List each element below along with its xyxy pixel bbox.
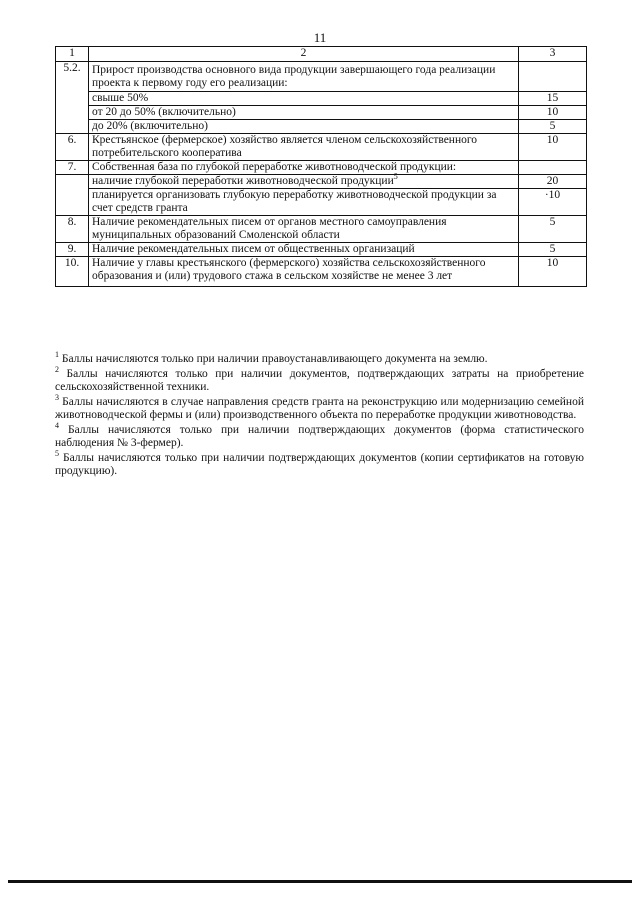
row-number: 5.2. — [56, 62, 89, 134]
table-row — [56, 120, 587, 134]
header-cell-3: 3 — [519, 47, 587, 62]
table-row — [56, 62, 587, 92]
row-number: 7. — [56, 161, 89, 175]
row-points — [519, 161, 587, 175]
header-cell-1: 1 — [56, 47, 89, 62]
footnote-mark: 3 — [55, 392, 59, 402]
row-points: 15 — [519, 92, 587, 106]
table-row — [56, 106, 587, 120]
footnote — [55, 392, 584, 423]
row-points: 10 — [519, 106, 587, 120]
row-text: Собственная база по глубокой переработке животноводческой продукции: — [89, 161, 519, 175]
footnote-text: Баллы начисляются только при наличии подтверждающих документов (копии сертификатов на готовую продукцию). — [55, 451, 584, 477]
table-header-row — [56, 47, 587, 62]
row-number: 8. — [56, 216, 89, 243]
row-points: 5 — [519, 216, 587, 243]
footnote-text: Баллы начисляются только при наличии подтверждающих документов (форма статистического наблюдения № 3-фермер). — [55, 423, 584, 449]
row-points: 20 — [519, 175, 587, 189]
row-points: 10 — [519, 134, 587, 161]
footnote — [55, 364, 584, 395]
row-number: 9. — [56, 243, 89, 257]
row-text: Наличие рекомендательных писем от общественных организаций — [89, 243, 519, 257]
table-row — [56, 216, 587, 243]
row-text — [89, 172, 519, 189]
row-number: 10. — [56, 257, 89, 287]
page-number: 11 — [313, 30, 327, 45]
row-text: до 20% (включительно) — [89, 120, 519, 134]
row-points: 5 — [519, 243, 587, 257]
row-text: Наличие рекомендательных писем от органов местного самоуправления муниципальных образований Смоленской области — [89, 216, 519, 243]
table-row — [56, 243, 587, 257]
footnotes — [55, 350, 584, 480]
footnote-mark: 4 — [55, 420, 59, 430]
row-text: планируется организовать глубокую переработку животноводческой продукции за счет средств гранта — [89, 189, 519, 216]
row-text: от 20 до 50% (включительно) — [89, 106, 519, 120]
row-points — [519, 62, 587, 92]
footnote — [55, 448, 584, 479]
row-text: Наличие у главы крестьянского (фермерского) хозяйства сельскохозяйственного образования и (или) трудового стажа в сельском хозяйстве не менее 3 лет — [89, 257, 519, 287]
footnote-text: Баллы начисляются только при наличии правоустанавливающего документа на землю. — [59, 353, 488, 365]
footnote-mark: 1 — [55, 350, 59, 360]
table-row — [56, 175, 587, 189]
table-row — [56, 189, 587, 216]
row-number: 6. — [56, 134, 89, 161]
table-row — [56, 257, 587, 287]
table-row — [56, 161, 587, 175]
footnote-mark: 5 — [55, 448, 59, 458]
table-row — [56, 134, 587, 161]
row-number — [56, 175, 89, 216]
row-text: Крестьянское (фермерское) хозяйство является членом сельскохозяйственного потребительского кооператива — [89, 134, 519, 161]
footnote-text: Баллы начисляются только при наличии документов, подтверждающих затраты на приобретение сельскохозяйственной техники. — [55, 367, 584, 393]
row-text: свыше 50% — [89, 92, 519, 106]
row-text-main: наличие глубокой переработки животноводческой продукции — [92, 175, 394, 187]
footnote — [55, 420, 584, 451]
footnote-mark: 2 — [55, 364, 59, 374]
criteria-table — [55, 46, 587, 287]
row-text: Прирост производства основного вида продукции завершающего года реализации проекта к первому году его реализации: — [89, 62, 519, 92]
row-points: 5 — [519, 120, 587, 134]
header-cell-2: 2 — [89, 47, 519, 62]
table-row — [56, 92, 587, 106]
bottom-rule — [8, 880, 632, 883]
row-points: 10 — [519, 257, 587, 287]
row-points: ·10 — [519, 189, 587, 216]
footnote-ref: 5 — [393, 172, 398, 182]
footnote — [55, 350, 584, 367]
footnote-text: Баллы начисляются в случае направления средств гранта на реконструкцию или модернизацию семейной животноводческой фермы и (или) производственного объекта по переработке продукции животноводства. — [55, 395, 584, 421]
